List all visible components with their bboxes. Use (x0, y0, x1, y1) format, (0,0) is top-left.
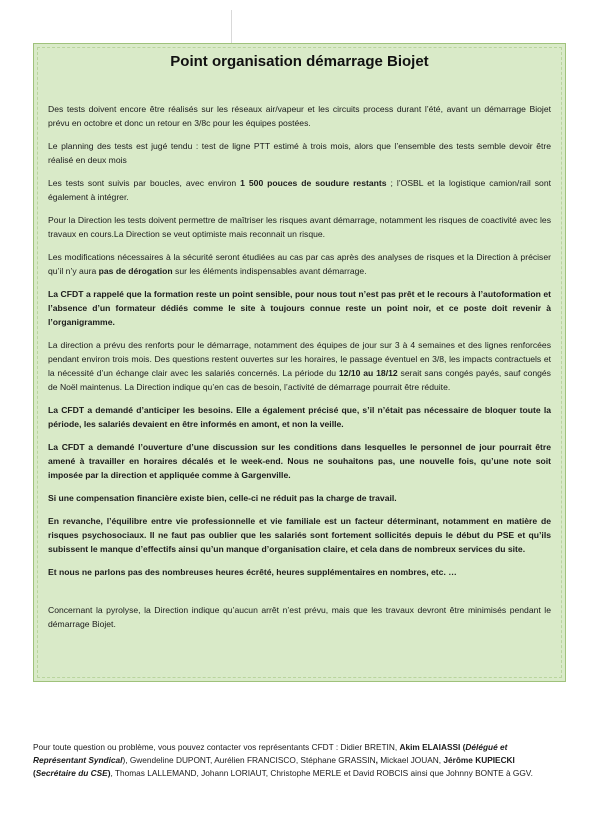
paragraph (48, 287, 551, 329)
emphasis-text: La CFDT a demandé d’anticiper les besoins. Elle a également précisé que, s’il n’était pas nécessaire de bloquer toute la période, les salariés devaient en être informés en amont, et non la veille. (48, 405, 551, 429)
document-body (48, 102, 551, 640)
footer-text: Mickael JOUAN, (377, 755, 444, 765)
footer-emphasis: ( (33, 768, 36, 778)
paragraph (48, 176, 551, 204)
document-title: Point organisation démarrage Biojet (170, 53, 429, 70)
paragraph (48, 440, 551, 482)
paragraph (48, 102, 551, 130)
paragraph-text: La direction a prévu des renforts pour le démarrage, notamment des équipes de jour sur 3 à 4 semaines et des lignes renforcées pendant environ trois mois. Des questions restent ouvertes sur les horaires, le passage éventuel en 3/8, les impacts contractuels et la nécessité d’un échange clair avec les salariés concernés. La période du (48, 340, 551, 378)
header-rule-tick (231, 10, 232, 44)
paragraph (48, 491, 551, 505)
footer-emphasis: , (375, 755, 378, 765)
emphasis-text: Si une compensation financière existe bien, celle-ci ne réduit pas la charge de travail. (48, 493, 397, 503)
footer-emphasis: ) (107, 768, 111, 778)
paragraph-text: serait sans congés payés, sauf congés de Noël maintenus. La Direction indique qu’en cas de besoin, l’activité de démarrage pourrait être réduite. (48, 368, 551, 392)
emphasis-text: 12/10 au 18/12 (338, 368, 398, 378)
paragraph (48, 514, 551, 556)
paragraph (48, 338, 551, 394)
paragraph (48, 213, 551, 241)
emphasis-text: Et nous ne parlons pas des nombreuses heures écrêté, heures supplémentaires en nombres, etc. … (48, 567, 457, 577)
paragraph (48, 250, 551, 278)
footer-emphasis: Secrétaire du CSE (35, 768, 108, 778)
paragraph-text: Les tests sont suivis par boucles, avec environ (48, 178, 241, 188)
emphasis-text: En revanche, l’équilibre entre vie professionnelle et vie familiale est un facteur déterminant, notamment en matière de risques psychosociaux. Il ne faut pas oublier que les salariés sont fortement sollicités depuis le début du PSE et qu’ils subissent le manque d’effectifs ainsi qu’un manque d’organisation claire, et cela dans de nombreux services du site. (48, 516, 551, 554)
paragraph (48, 403, 551, 431)
paragraph-text: ; l’OSBL et la logistique camion/rail sont également à intégrer. (48, 178, 551, 202)
paragraph-text: Pour la Direction les tests doivent permettre de maîtriser les risques avant démarrage, notamment les risques de coactivité avec les travaux en cours.La Direction se veut optimiste mais reconnait un risque. (48, 215, 551, 239)
paragraph (48, 139, 551, 167)
footer-emphasis: Jérôme KUPIECKI (443, 755, 515, 765)
paragraph (48, 565, 551, 579)
emphasis-text: 1 500 pouces de soudure restants (240, 178, 387, 188)
footer-text: , Thomas LALLEMAND, Johann LORIAUT, Christophe MERLE et David ROBCIS ainsi que Johnny BONTE à GGV. (110, 768, 533, 778)
paragraph-text: Le planning des tests est jugé tendu : test de ligne PTT estimé à trois mois, alors que l’ensemble des tests semble devoir être réalisé en deux mois (48, 141, 551, 165)
paragraph-text: sur les éléments indispensables avant démarrage. (172, 266, 367, 276)
footer-emphasis: Akim ELAIASSI (399, 742, 461, 752)
emphasis-text: La CFDT a rappelé que la formation reste un point sensible, pour nous tout n’est pas prêt et le recours à l’autoformation et l’absence d’un formateur dédiés comme le site à toujours connue reste un point noir, et ce poste doit revenir à l’organigramme. (48, 289, 551, 327)
footer-text: ), Gwendeline DUPONT, Aurélien FRANCISCO, Stéphane GRASSIN (122, 755, 376, 765)
paragraph-text: Les modifications nécessaires à la sécurité seront étudiées au cas par cas après des analyses de risques et la Direction à préciser qu’il n’y aura (48, 252, 551, 276)
footer-emphasis: ( (460, 742, 466, 752)
paragraph (48, 603, 551, 631)
summary-panel (33, 43, 566, 682)
emphasis-text: pas de dérogation (98, 266, 173, 276)
emphasis-text: La CFDT a demandé l’ouverture d’une discussion sur les conditions dans lesquelles le personnel de jour pourrait être amené à travailler en horaires décalés et le week-end. Nous ne souhaitons pas, une nouvelle fois, qu’une note soit imposée par la direction et appliquée comme à Gargenville. (48, 442, 551, 480)
footer-text: Pour toute question ou problème, vous pouvez contacter vos représentants CFDT : Didier BRETIN, (33, 742, 400, 752)
paragraph-text: Concernant la pyrolyse, la Direction indique qu’aucun arrêt n’est prévu, mais que les travaux devront être minimisés pendant le démarrage Biojet. (48, 605, 551, 629)
paragraph-text: Des tests doivent encore être réalisés sur les réseaux air/vapeur et les circuits process durant l’été, avant un démarrage Biojet prévu en octobre et donc un retour en 3/8c pour les équipes postées. (48, 104, 551, 128)
footer-emphasis: Délégué et Représentant Syndical (33, 742, 508, 765)
contact-footer (33, 741, 553, 780)
